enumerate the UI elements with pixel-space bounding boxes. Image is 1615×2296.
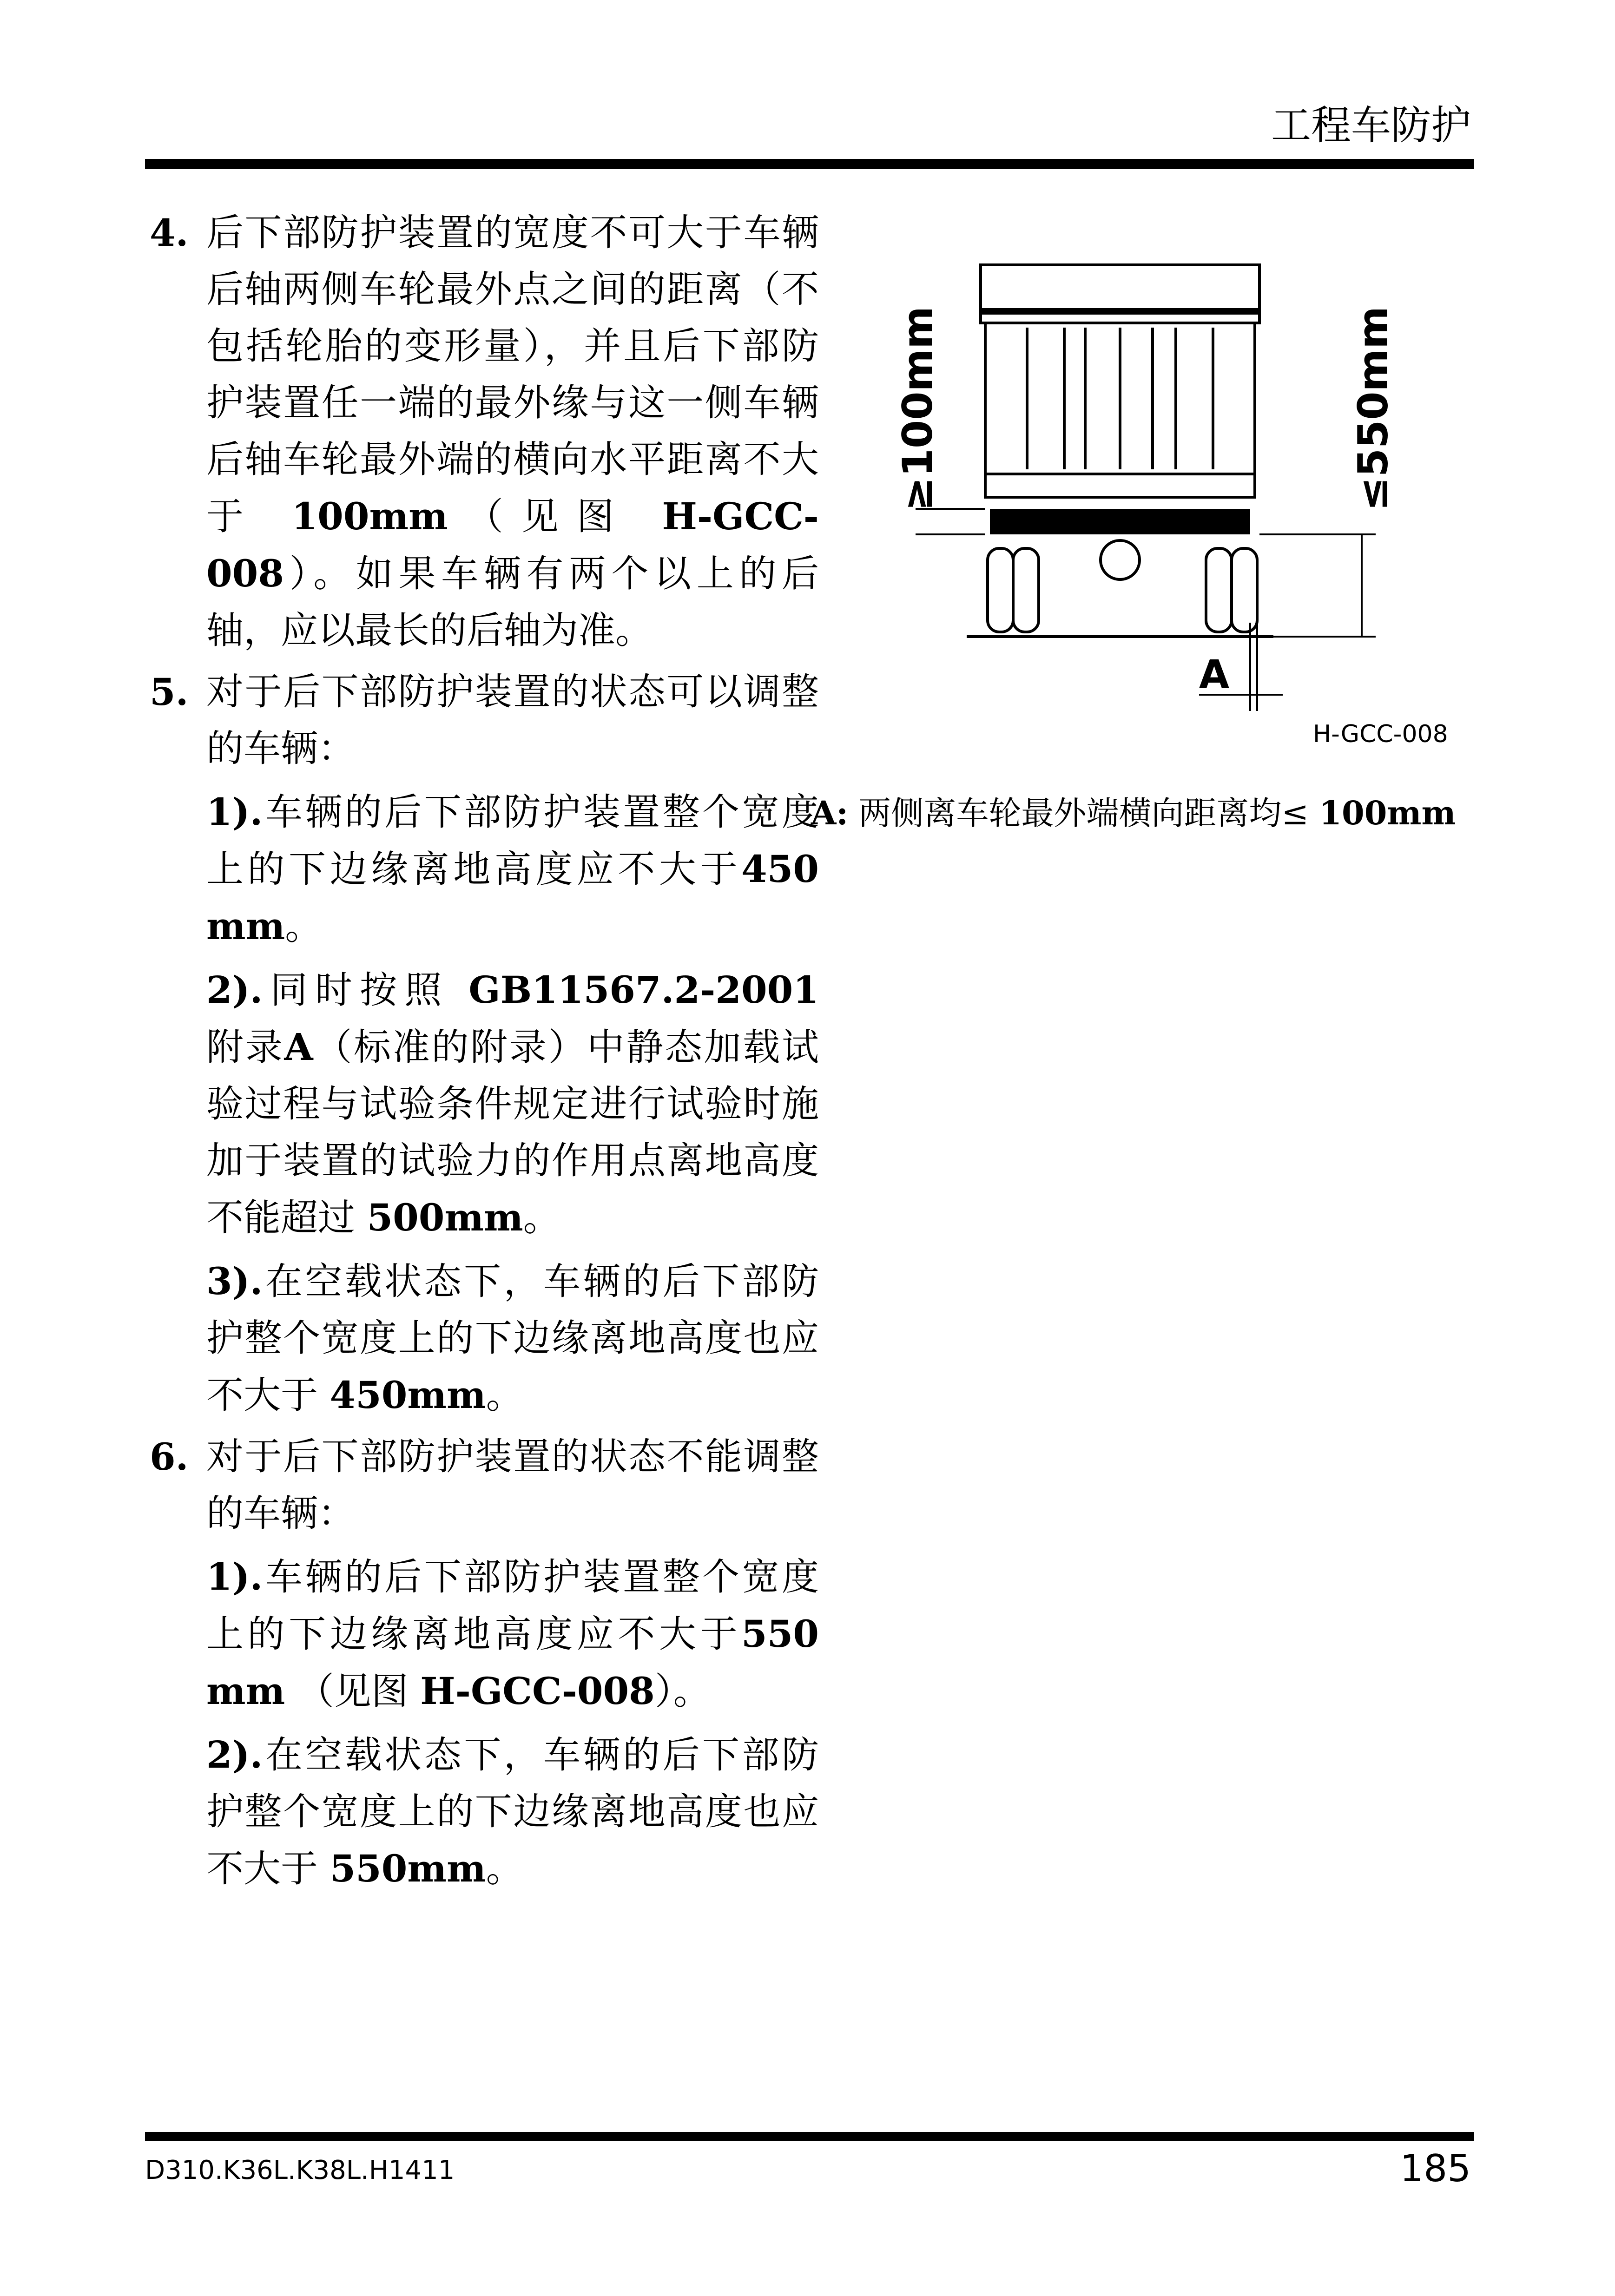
item-value: 100mm xyxy=(291,494,448,538)
sub-item-value: 500mm xyxy=(367,1196,523,1239)
dimension-lines xyxy=(916,509,1376,711)
item-number: 6. xyxy=(150,1435,189,1479)
rear-guard-diagram xyxy=(874,251,1478,771)
sub-item-text: 附录 xyxy=(206,1026,284,1069)
sub-item xyxy=(206,783,819,955)
sub-item-text: 。 xyxy=(523,1196,560,1239)
sub-item-text: （标准的附录）中静态加载试验过程与试验条件规定进行试验时施加于装置的试验力的作用点离地高度不能超过 xyxy=(206,1026,819,1239)
sub-item-text: 在空载状态下，车辆的后下部防护整个宽度上的下边缘离地高度也应不大于 xyxy=(206,1260,819,1417)
sub-item-value: 450mm xyxy=(330,1373,486,1417)
sub-item xyxy=(206,1548,819,1720)
page-number: 185 xyxy=(1400,2147,1471,2190)
dimension-right-label: ≤550mm xyxy=(1349,306,1397,511)
list-item-4 xyxy=(150,204,819,659)
document-code: D310.K36L.K38L.H1411 xyxy=(145,2155,455,2185)
figure-reference: H-GCC-008 xyxy=(206,494,819,595)
sub-item-value: 550 mm xyxy=(206,1612,819,1713)
sub-item-label: 3). xyxy=(206,1259,263,1303)
sub-item-value: 450 mm xyxy=(206,847,819,948)
sub-item-label: 2). xyxy=(206,1733,263,1776)
sub-item-text: 车辆的后下部防护装置整个宽度上的下边缘离地高度应不大于 xyxy=(206,790,819,891)
sub-item-label: 1). xyxy=(206,1555,263,1599)
caption-value: 100mm xyxy=(1319,794,1456,832)
sub-item xyxy=(206,961,819,1246)
item-number: 4. xyxy=(150,211,189,255)
figure-caption xyxy=(811,790,1456,836)
caption-label: A: xyxy=(811,794,849,832)
item-number: 5. xyxy=(150,670,189,714)
dimension-left-label: ≥100mm xyxy=(894,306,942,511)
item-text: 后下部防护装置的宽度不可大于车辆后轴两侧车轮最外点之间的距离（不包括轮胎的变形量），并且后下部防护装置任一端的最外缘与这一侧车辆后轴车轮最外端的横向水平距离不大于 xyxy=(206,211,819,538)
sub-item-value: 550mm xyxy=(330,1847,486,1890)
footer-rule xyxy=(145,2132,1474,2141)
sub-item-text: 。 xyxy=(486,1374,523,1417)
figure-reference: H-GCC-008 xyxy=(420,1669,655,1713)
standard-reference: GB11567.2-2001 xyxy=(468,968,819,1012)
caption-text: 两侧离车轮最外端横向距离均≤ xyxy=(848,794,1319,832)
sub-item-text: 。 xyxy=(486,1847,523,1890)
truck-body xyxy=(981,265,1259,497)
item-lead: 对于后下部防护装置的状态可以调整的车辆： xyxy=(206,670,819,770)
rear-guard-bar xyxy=(990,509,1250,534)
sub-item-label: 2). xyxy=(206,968,263,1012)
list-item-6 xyxy=(150,1428,819,1897)
sub-item-text: 在空载状态下，车辆的后下部防护整个宽度上的下边缘离地高度也应不大于 xyxy=(206,1733,819,1890)
figure-id: H-GCC-008 xyxy=(1313,720,1448,748)
annex-reference: A xyxy=(284,1025,313,1069)
list-item-5 xyxy=(150,664,819,1424)
header-rule xyxy=(145,159,1474,169)
item-lead: 对于后下部防护装置的状态不能调整的车辆： xyxy=(206,1435,819,1535)
axle-differential xyxy=(1101,540,1140,579)
sub-item xyxy=(206,1726,819,1897)
sub-item-text: ）。 xyxy=(654,1670,711,1713)
sub-item-text: 。 xyxy=(285,905,323,948)
sub-item xyxy=(206,1253,819,1424)
item-text: （见图 xyxy=(448,495,662,538)
item-text: ）。如果车辆有两个以上的后轴，应以最长的后轴为准。 xyxy=(206,552,819,652)
dimension-a-label: A xyxy=(1199,651,1230,697)
wheel-right xyxy=(1206,548,1257,632)
sub-item-label: 1). xyxy=(206,790,263,834)
sub-item-text: 同时按照 xyxy=(263,968,469,1012)
sub-item-text: 车辆的后下部防护装置整个宽度上的下边缘离地高度应不大于 xyxy=(206,1555,819,1656)
section-title: 工程车防护 xyxy=(1271,102,1471,149)
sub-item-text: （见图 xyxy=(285,1670,421,1713)
wheel-left xyxy=(988,548,1039,632)
main-text-column xyxy=(150,204,819,1902)
